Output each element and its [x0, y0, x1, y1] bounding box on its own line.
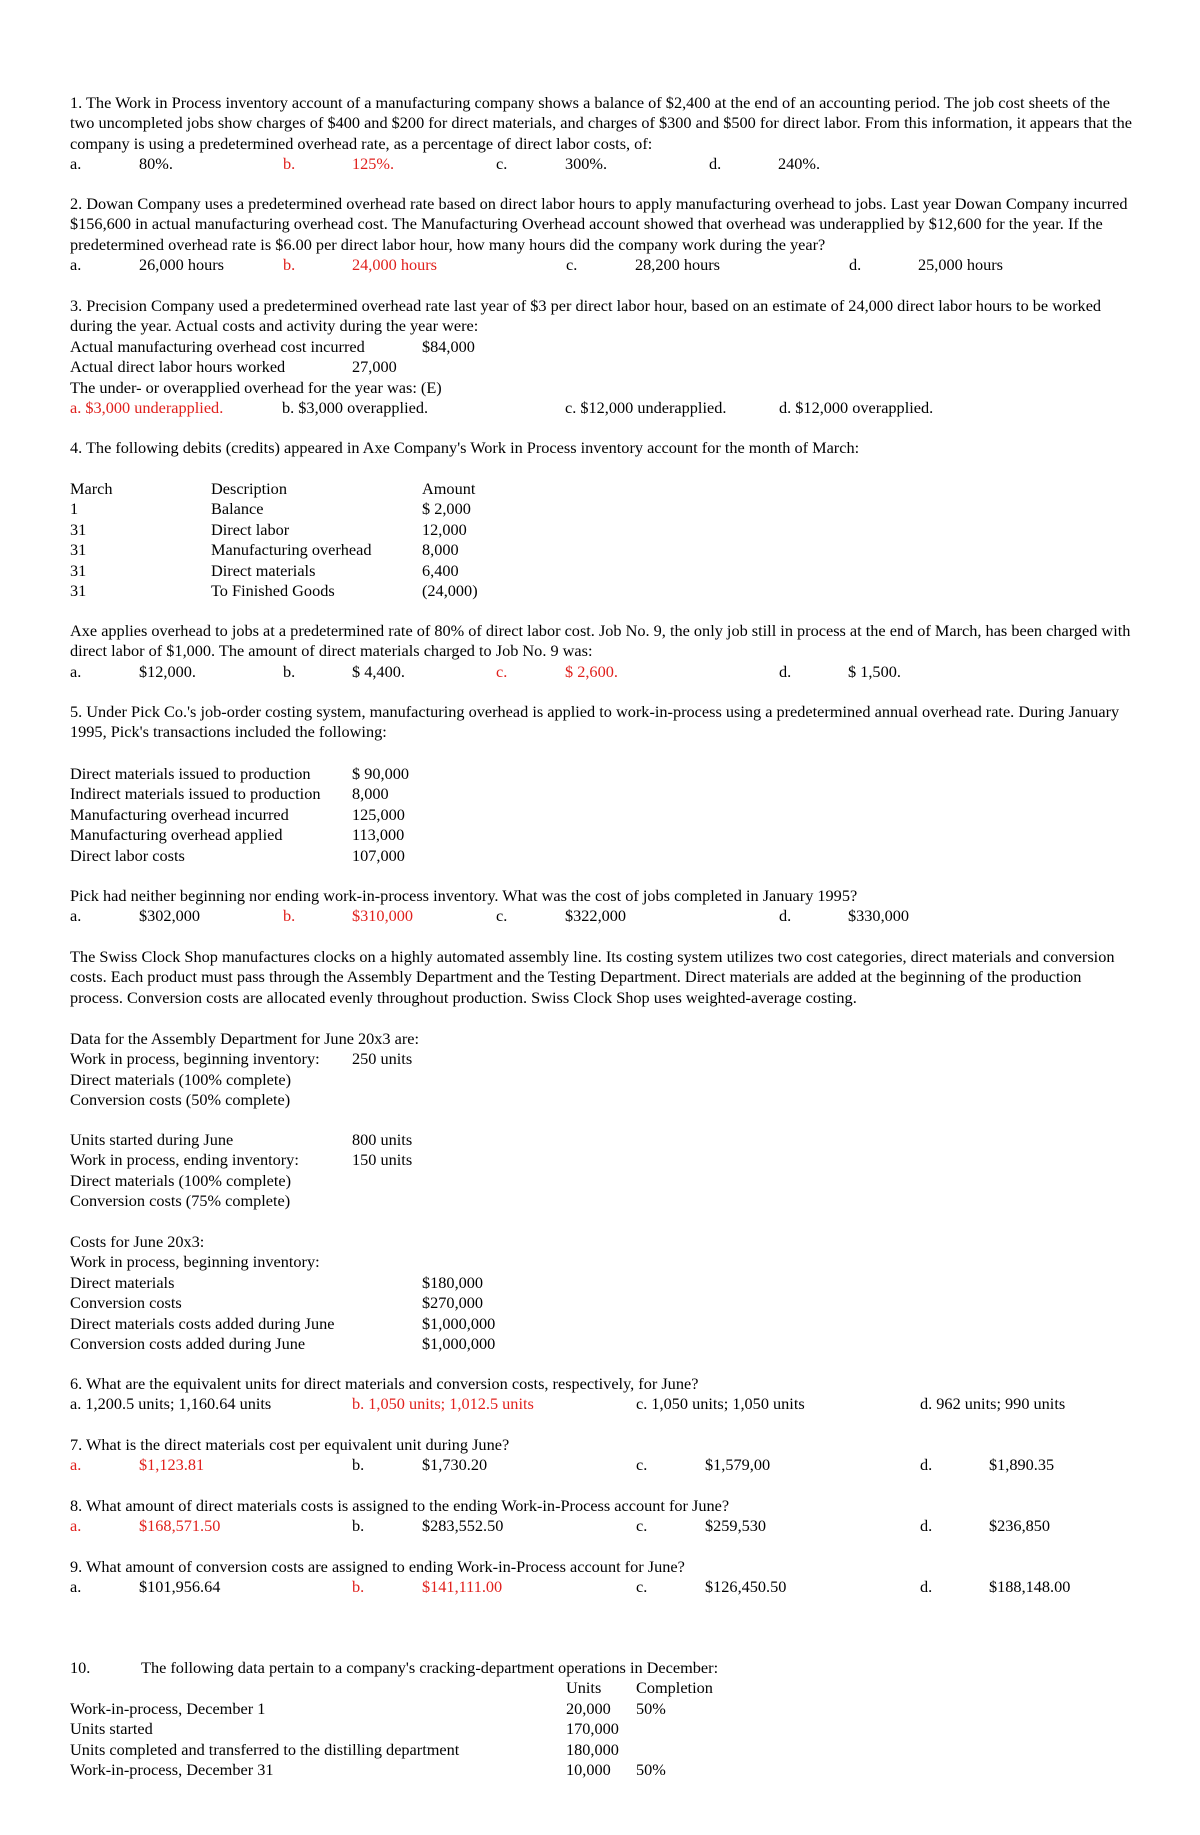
- option-value: $ 4,400.: [352, 661, 405, 681]
- option-value: 28,200 hours: [635, 255, 721, 275]
- option-letter: c.: [496, 661, 508, 681]
- option: a. 1,200.5 units; 1,160.64 units: [70, 1394, 272, 1414]
- column-header: Completion: [636, 1678, 713, 1698]
- option-letter: d.: [849, 255, 862, 275]
- option-letter: a.: [70, 1455, 82, 1475]
- question-5-options: [70, 906, 1135, 926]
- data-row: [70, 1252, 1135, 1272]
- option-value: $141,111.00: [422, 1577, 503, 1597]
- row-value: $1,000,000: [422, 1313, 496, 1333]
- data-row: [70, 846, 1135, 866]
- question-3-prompt: The under- or overapplied overhead for the year was: (E): [70, 377, 442, 397]
- option: c. 1,050 units; 1,050 units: [636, 1394, 805, 1414]
- row-value: 107,000: [352, 845, 405, 865]
- option: b. $3,000 overapplied.: [282, 397, 429, 417]
- option-value: $1,579,00: [705, 1455, 771, 1475]
- table-row: 31 Direct labor 12,000: [70, 519, 467, 539]
- option-value: 25,000 hours: [918, 255, 1004, 275]
- data-row: [70, 1314, 1135, 1334]
- question-5-data: [70, 764, 1135, 866]
- data-row: [70, 1070, 1135, 1090]
- option-letter: c.: [496, 906, 508, 926]
- option-value: $126,450.50: [705, 1577, 787, 1597]
- question-2-text: 2. Dowan Company uses a predetermined overhead rate based on direct labor hours to apply manufacturing overhead to jobs. Last year Dowan Company incurred $156,600 in actual manufacturing overhead cost. The Manufacturing Overhead account showed that overhead was underapplied by $12,600 for the year. If the predetermined overhead rate is $6.00 per direct labor hour, how many hours did the company work during the year?: [70, 194, 1128, 254]
- question-5: [70, 702, 1135, 743]
- row-label: Direct labor costs: [70, 845, 185, 865]
- option-letter: b.: [283, 906, 296, 926]
- question-4-options: [70, 662, 1135, 682]
- data-row: [70, 1191, 1135, 1211]
- question-7: [70, 1435, 1135, 1476]
- question-9-options: [70, 1577, 1135, 1597]
- question-8-text: 8. What amount of direct materials costs is assigned to the ending Work-in-Process account for June?: [70, 1496, 730, 1515]
- option-value: $259,530: [705, 1516, 767, 1536]
- question-2-options: [70, 255, 1135, 275]
- swiss-clock-text: The Swiss Clock Shop manufactures clocks on a highly automated assembly line. Its costing system utilizes two cost categories, direct materials and conversion costs. Each product must pass through the Assembly Department and the Testing Department. Direct materials are added at the beginning of the production process. Conversion costs are allocated evenly throughout production. Swiss Clock Shop uses weighted-average costing.: [70, 947, 1115, 1007]
- row-label: Actual direct labor hours worked: [70, 357, 286, 377]
- option-value: $1,890.35: [989, 1455, 1055, 1475]
- table-row: 31 To Finished Goods (24,000): [70, 580, 478, 600]
- option-letter: a.: [70, 255, 82, 275]
- data-row: [70, 1171, 1135, 1191]
- question-8-options: [70, 1516, 1135, 1536]
- option-value: $1,123.81: [139, 1455, 205, 1475]
- row-value: 250 units: [352, 1049, 413, 1069]
- option-value: $101,956.64: [139, 1577, 221, 1597]
- data-row: [70, 1049, 1135, 1069]
- option-value: 26,000 hours: [139, 255, 225, 275]
- option-value: $302,000: [139, 906, 201, 926]
- question-4-text: 4. The following debits (credits) appeared in Axe Company's Work in Process inventory account for the month of March:: [70, 438, 860, 457]
- table-row: 31 Direct materials 6,400: [70, 560, 459, 580]
- table-row: Work-in-process, December 1 20,000 50%: [70, 1698, 666, 1718]
- option-letter: a.: [70, 1577, 82, 1597]
- option-letter: d.: [779, 906, 792, 926]
- question-2: [70, 194, 1135, 276]
- option-letter: b.: [352, 1577, 365, 1597]
- question-4-part-2: [70, 621, 1135, 682]
- section-title: Data for the Assembly Department for June 20x3 are:: [70, 1029, 420, 1048]
- option-value: 80%.: [139, 154, 173, 174]
- option-letter: d.: [920, 1516, 933, 1536]
- question-6-text: 6. What are the equivalent units for direct materials and conversion costs, respectively, for June?: [70, 1374, 699, 1393]
- question-1: [70, 93, 1135, 175]
- question-8: [70, 1496, 1135, 1537]
- data-row: [70, 805, 1135, 825]
- row-value: 800 units: [352, 1130, 413, 1149]
- row-label: Work in process, beginning inventory:: [70, 1049, 320, 1069]
- row-label: Work in process, ending inventory:: [70, 1150, 299, 1170]
- row-label: Direct materials issued to production: [70, 764, 311, 783]
- option-value: $330,000: [848, 906, 910, 926]
- data-row: [70, 1090, 1135, 1110]
- row-value: 27,000: [352, 357, 397, 377]
- option-value: $ 2,600.: [565, 661, 618, 681]
- option-value: $322,000: [565, 906, 627, 926]
- option-value: $310,000: [352, 906, 414, 926]
- data-row: [70, 784, 1135, 804]
- option-letter: d.: [920, 1577, 933, 1597]
- question-7-options: [70, 1455, 1135, 1475]
- option: b. 1,050 units; 1,012.5 units: [352, 1394, 534, 1414]
- option-value: $188,148.00: [989, 1577, 1071, 1597]
- option: d. 962 units; 990 units: [920, 1394, 1066, 1414]
- question-5-text-2: Pick had neither beginning nor ending work-in-process inventory. What was the cost of jobs completed in January 1995?: [70, 886, 858, 905]
- column-header: Units: [566, 1678, 602, 1698]
- question-5-part-2: [70, 886, 1135, 927]
- option-value: $ 1,500.: [848, 661, 901, 681]
- table-header: [70, 479, 1135, 499]
- option-letter: b.: [283, 661, 296, 681]
- swiss-clock-costs: [70, 1232, 1135, 1354]
- option-letter: a.: [70, 1516, 82, 1536]
- question-9: [70, 1557, 1135, 1598]
- question-1-text: 1. The Work in Process inventory account of a manufacturing company shows a balance of $2,400 at the end of an accounting period. The job cost sheets of the two uncompleted jobs show charges of $400 and $200 for direct materials, and charges of $300 and $500 for direct labor. From this information, it appears that the company is using a predetermined overhead rate, as a percentage of direct labor costs, of:: [70, 93, 1132, 153]
- question-4: [70, 438, 1135, 458]
- question-10-text: [70, 1658, 1135, 1678]
- question-5-text: 5. Under Pick Co.'s job-order costing system, manufacturing overhead is applied to work-in-process using a predetermined annual overhead rate. During January 1995, Pick's transactions included the following:: [70, 702, 1120, 742]
- question-9-text: 9. What amount of conversion costs are assigned to ending Work-in-Process account for June?: [70, 1557, 685, 1576]
- option-letter: d.: [779, 661, 792, 681]
- question-4-text-2: Axe applies overhead to jobs at a predetermined rate of 80% of direct labor cost. Job No. 9, the only job still in process at the end of March, has been charged with direct labor of $1,000. The amount of direct materials charged to Job No. 9 was:: [70, 621, 1131, 661]
- row-label: Conversion costs (75% complete): [70, 1191, 291, 1211]
- option: c. $12,000 underapplied.: [565, 397, 727, 417]
- option-letter: b.: [283, 255, 296, 275]
- option: a. $3,000 underapplied.: [70, 397, 224, 417]
- option-letter: c.: [636, 1577, 648, 1597]
- data-row: [70, 337, 1135, 357]
- option-value: 24,000 hours: [352, 255, 438, 275]
- row-value: $1,000,000: [422, 1333, 496, 1353]
- row-value: $ 90,000: [352, 764, 409, 783]
- row-label: Work in process, beginning inventory:: [70, 1252, 320, 1272]
- data-row: [70, 764, 1135, 784]
- question-number: 10.: [70, 1658, 91, 1677]
- row-value: 150 units: [352, 1150, 413, 1170]
- row-label: Manufacturing overhead incurred: [70, 804, 289, 824]
- option-value: $236,850: [989, 1516, 1051, 1536]
- question-7-text: 7. What is the direct materials cost per equivalent unit during June?: [70, 1435, 510, 1454]
- option-value: $1,730.20: [422, 1455, 488, 1475]
- question-10: [70, 1658, 1135, 1780]
- question-body: The following data pertain to a company's cracking-department operations in December:: [141, 1658, 719, 1677]
- data-row: [70, 1334, 1135, 1354]
- option-letter: c.: [636, 1455, 648, 1475]
- option-letter: c.: [496, 154, 508, 174]
- row-label: Direct materials (100% complete): [70, 1170, 292, 1190]
- row-label: Units started during June: [70, 1130, 234, 1149]
- option: d. $12,000 overapplied.: [779, 397, 934, 417]
- row-value: $84,000: [422, 336, 475, 356]
- question-1-options: [70, 154, 1135, 174]
- table-row: 31 Manufacturing overhead 8,000: [70, 540, 459, 560]
- row-label: Manufacturing overhead applied: [70, 825, 283, 845]
- row-label: Direct materials: [70, 1272, 175, 1292]
- question-3-options: [70, 398, 1135, 418]
- row-value: 8,000: [352, 784, 389, 804]
- column-header: Description: [211, 479, 287, 498]
- question-6-options: [70, 1394, 1135, 1414]
- option-value: 240%.: [778, 154, 821, 174]
- row-label: Conversion costs added during June: [70, 1333, 306, 1353]
- data-row: [70, 1273, 1135, 1293]
- option-letter: a.: [70, 154, 82, 174]
- option-letter: b.: [283, 154, 296, 174]
- option-letter: c.: [566, 255, 578, 275]
- column-header: March: [70, 479, 113, 498]
- data-row: [70, 357, 1135, 377]
- option-letter: b.: [352, 1516, 365, 1536]
- option-letter: d.: [920, 1455, 933, 1475]
- option-value: 125%.: [352, 154, 395, 174]
- swiss-clock-intro: [70, 947, 1135, 1008]
- question-6: [70, 1374, 1135, 1415]
- question-4-table: [70, 479, 1135, 601]
- row-label: Indirect materials issued to production: [70, 784, 321, 804]
- option-letter: d.: [709, 154, 722, 174]
- option-letter: a.: [70, 906, 82, 926]
- option-value: $12,000.: [139, 661, 196, 681]
- option-value: $168,571.50: [139, 1516, 221, 1536]
- row-label: Actual manufacturing overhead cost incurred: [70, 336, 365, 356]
- row-label: Direct materials (100% complete): [70, 1069, 292, 1089]
- table-header: [70, 1678, 1135, 1698]
- swiss-clock-units: [70, 1130, 1135, 1212]
- data-row: [70, 1293, 1135, 1313]
- data-row: [70, 1130, 1135, 1150]
- row-value: 125,000: [352, 804, 405, 824]
- table-row: 1 Balance $ 2,000: [70, 499, 471, 519]
- question-3: [70, 296, 1135, 418]
- row-value: 113,000: [352, 825, 405, 845]
- section-title: Costs for June 20x3:: [70, 1232, 205, 1251]
- table-row: Work-in-process, December 31 10,000 50%: [70, 1759, 666, 1779]
- row-value: $180,000: [422, 1272, 484, 1292]
- data-row: [70, 825, 1135, 845]
- option-letter: a.: [70, 661, 82, 681]
- row-label: Conversion costs (50% complete): [70, 1090, 291, 1110]
- swiss-clock-data: [70, 1029, 1135, 1111]
- row-label: Conversion costs: [70, 1293, 182, 1313]
- data-row: [70, 1150, 1135, 1170]
- option-value: 300%.: [565, 154, 608, 174]
- row-label: Direct materials costs added during June: [70, 1313, 335, 1333]
- column-header: Amount: [422, 479, 476, 498]
- option-value: $283,552.50: [422, 1516, 504, 1536]
- table-row: Units started 170,000: [70, 1719, 619, 1739]
- table-row: Units completed and transferred to the distilling department 180,000: [70, 1739, 619, 1759]
- option-letter: c.: [636, 1516, 648, 1536]
- option-letter: b.: [352, 1455, 365, 1475]
- row-value: $270,000: [422, 1293, 484, 1313]
- question-3-text: 3. Precision Company used a predetermined overhead rate last year of $3 per direct labor hour, based on an estimate of 24,000 direct labor hours to be worked during the year. Actual costs and activity during the year were:: [70, 296, 1102, 336]
